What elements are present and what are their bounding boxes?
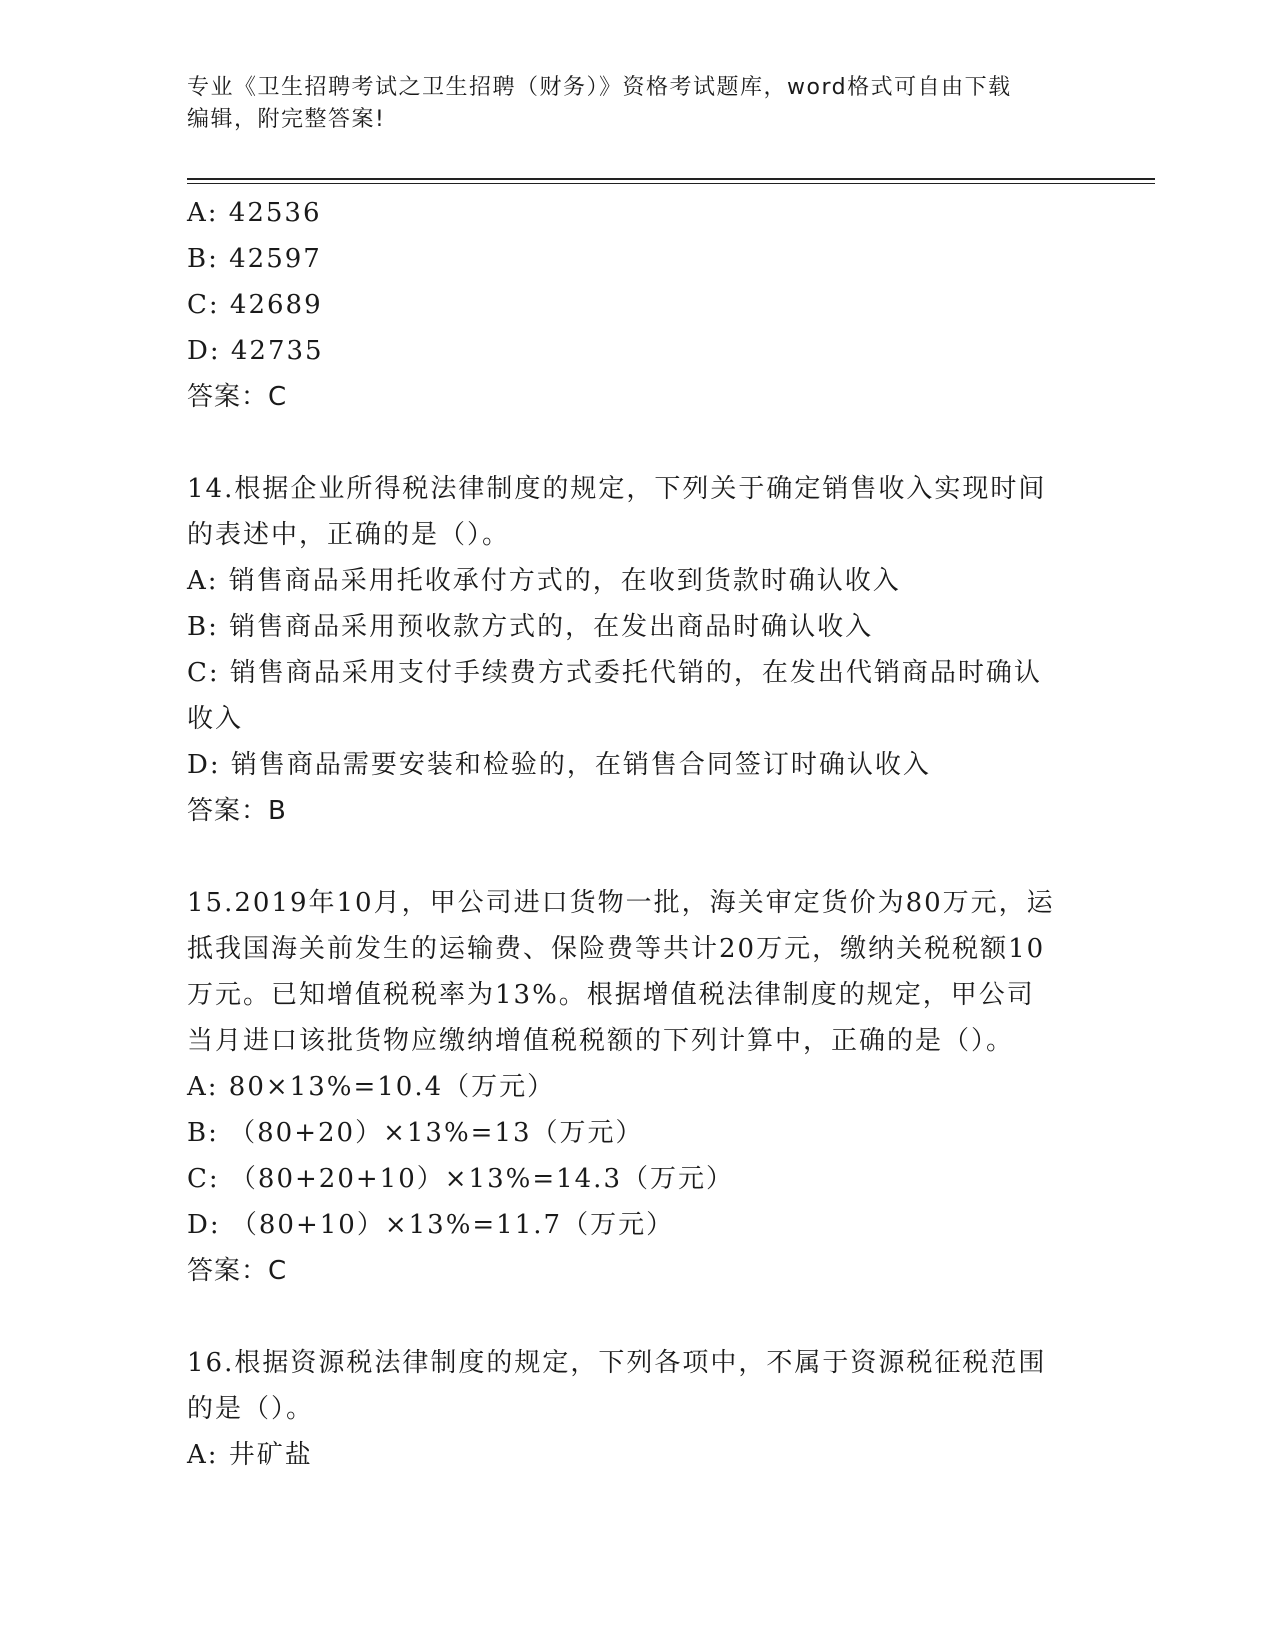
question-stem: 抵我国海关前发生的运输费、保险费等共计20万元，缴纳关税税额10 (187, 934, 1046, 964)
question-13 (187, 190, 1087, 420)
option-c-continued: 收入 (187, 704, 244, 734)
question-stem: 16.根据资源税法律制度的规定，下列各项中，不属于资源税征税范围 (187, 1348, 1047, 1378)
option-a: A: 80×13%=10.4（万元） (187, 1072, 556, 1102)
option-a: A: 井矿盐 (187, 1440, 313, 1470)
question-stem: 的是（）。 (187, 1394, 315, 1424)
option-c: C: （80+20+10）×13%=14.3（万元） (187, 1164, 734, 1194)
question-stem: 14.根据企业所得税法律制度的规定，下列关于确定销售收入实现时间 (187, 474, 1047, 504)
option-d: D: 销售商品需要安装和检验的，在销售合同签订时确认收入 (187, 750, 931, 780)
option-c: C: 42689 (187, 290, 323, 320)
option-a: A: 销售商品采用托收承付方式的，在收到货款时确认收入 (187, 566, 901, 596)
question-14 (187, 466, 1087, 834)
page-header (187, 72, 1067, 136)
option-b: B: 销售商品采用预收款方式的，在发出商品时确认收入 (187, 612, 874, 642)
option-b: B: 42597 (187, 244, 322, 274)
option-d: D: （80+10）×13%=11.7（万元） (187, 1210, 675, 1240)
question-stem: 的表述中，正确的是（）。 (187, 520, 511, 550)
header-line-2: 编辑，附完整答案! (187, 107, 386, 132)
question-content (187, 190, 1087, 1478)
question-stem: 当月进口该批货物应缴纳增值税税额的下列计算中，正确的是（）。 (187, 1026, 1015, 1056)
option-a: A: 42536 (187, 198, 322, 228)
header-line-1: 专业《卫生招聘考试之卫生招聘（财务）》资格考试题库，word格式可自由下载 (187, 75, 1012, 100)
answer: 答案：C (187, 1256, 288, 1286)
question-15 (187, 880, 1087, 1294)
question-16 (187, 1340, 1087, 1478)
option-c: C: 销售商品采用支付手续费方式委托代销的，在发出代销商品时确认 (187, 658, 1042, 688)
answer: 答案：B (187, 796, 287, 826)
option-b: B: （80+20）×13%=13（万元） (187, 1118, 644, 1148)
header-divider (187, 178, 1155, 180)
answer: 答案：C (187, 382, 288, 412)
option-d: D: 42735 (187, 336, 324, 366)
header-divider-thin (187, 183, 1155, 184)
question-stem: 15.2019年10月，甲公司进口货物一批，海关审定货价为80万元，运 (187, 888, 1055, 918)
question-stem: 万元。已知增值税税率为13%。根据增值税法律制度的规定，甲公司 (187, 980, 1035, 1010)
